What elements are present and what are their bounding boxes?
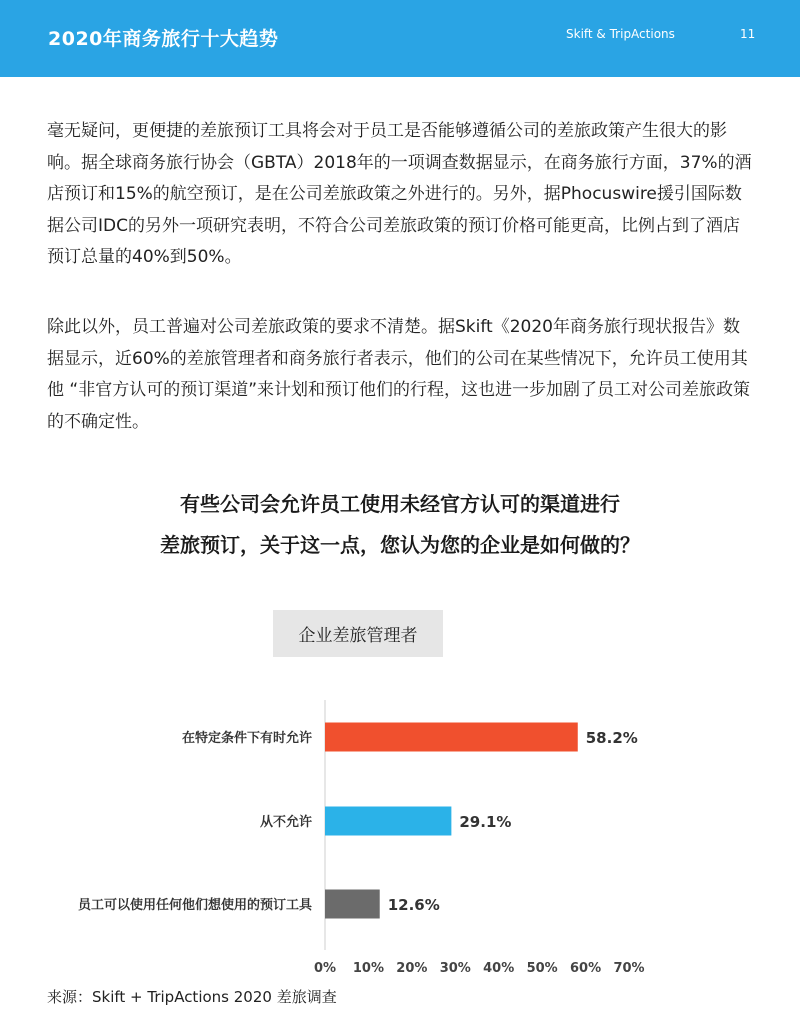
paragraph-2: 除此以外，员工普遍对公司差旅政策的要求不清楚。据Skift《2020年商务旅行现状报告》数据显示，近60%的差旅管理者和商务旅行者表示，他们的公司在某些情况下，允许员工使用其他 “非官方认可的预订渠道”来计划和预订他们的行程，这也进一步加剧了员工对公司差旅政策的不确定性。 (47, 317, 751, 432)
x-tick-label: 0% (313, 961, 337, 976)
survey-question-line-2: 差旅预订，关于这一点，您认为您的企业是如何做的？ (160, 533, 640, 557)
x-tick-label: 60% (570, 961, 602, 976)
page-number: 11 (740, 27, 756, 41)
survey-question-line-1: 有些公司会允许员工使用未经官方认可的渠道进行 (180, 492, 620, 516)
report-title: 2020年商务旅行十大趋势 (48, 28, 279, 50)
bar-chart (0, 680, 800, 980)
x-tick-label: 40% (483, 961, 515, 976)
value-label: 29.1% (459, 813, 512, 831)
page-header (0, 0, 800, 77)
x-tick-label: 10% (352, 961, 384, 976)
chart-legend: 企业差旅管理者 (273, 610, 443, 657)
bar (325, 890, 380, 919)
x-tick-label: 30% (439, 961, 471, 976)
value-label: 12.6% (387, 896, 440, 914)
x-tick-label: 70% (613, 961, 645, 976)
source-note: 来源：Skift + TripActions 2020 差旅调查 (47, 988, 337, 1006)
category-label: 员工可以使用任何他们想使用的预订工具 (77, 898, 312, 913)
bar (325, 807, 451, 836)
value-label: 58.2% (585, 729, 638, 747)
brand-label: Skift & TripActions (566, 27, 675, 41)
x-tick-label: 20% (396, 961, 428, 976)
x-tick-label: 50% (526, 961, 558, 976)
bar (325, 723, 578, 752)
paragraph-1: 毫无疑问，更便捷的差旅预订工具将会对于员工是否能够遵循公司的差旅政策产生很大的影响。据全球商务旅行协会（GBTA）2018年的一项调查数据显示，在商务旅行方面，37%的酒店预订和15%的航空预订，是在公司差旅政策之外进行的。另外，据Phocuswire援引国际数据公司IDC的另外一项研究表明，不符合公司差旅政策的预订价格可能更高，比例占到了酒店预订总量的40%到50%。 (47, 121, 752, 267)
category-label: 在特定条件下有时允许 (181, 731, 312, 746)
category-label: 从不允许 (259, 815, 312, 830)
